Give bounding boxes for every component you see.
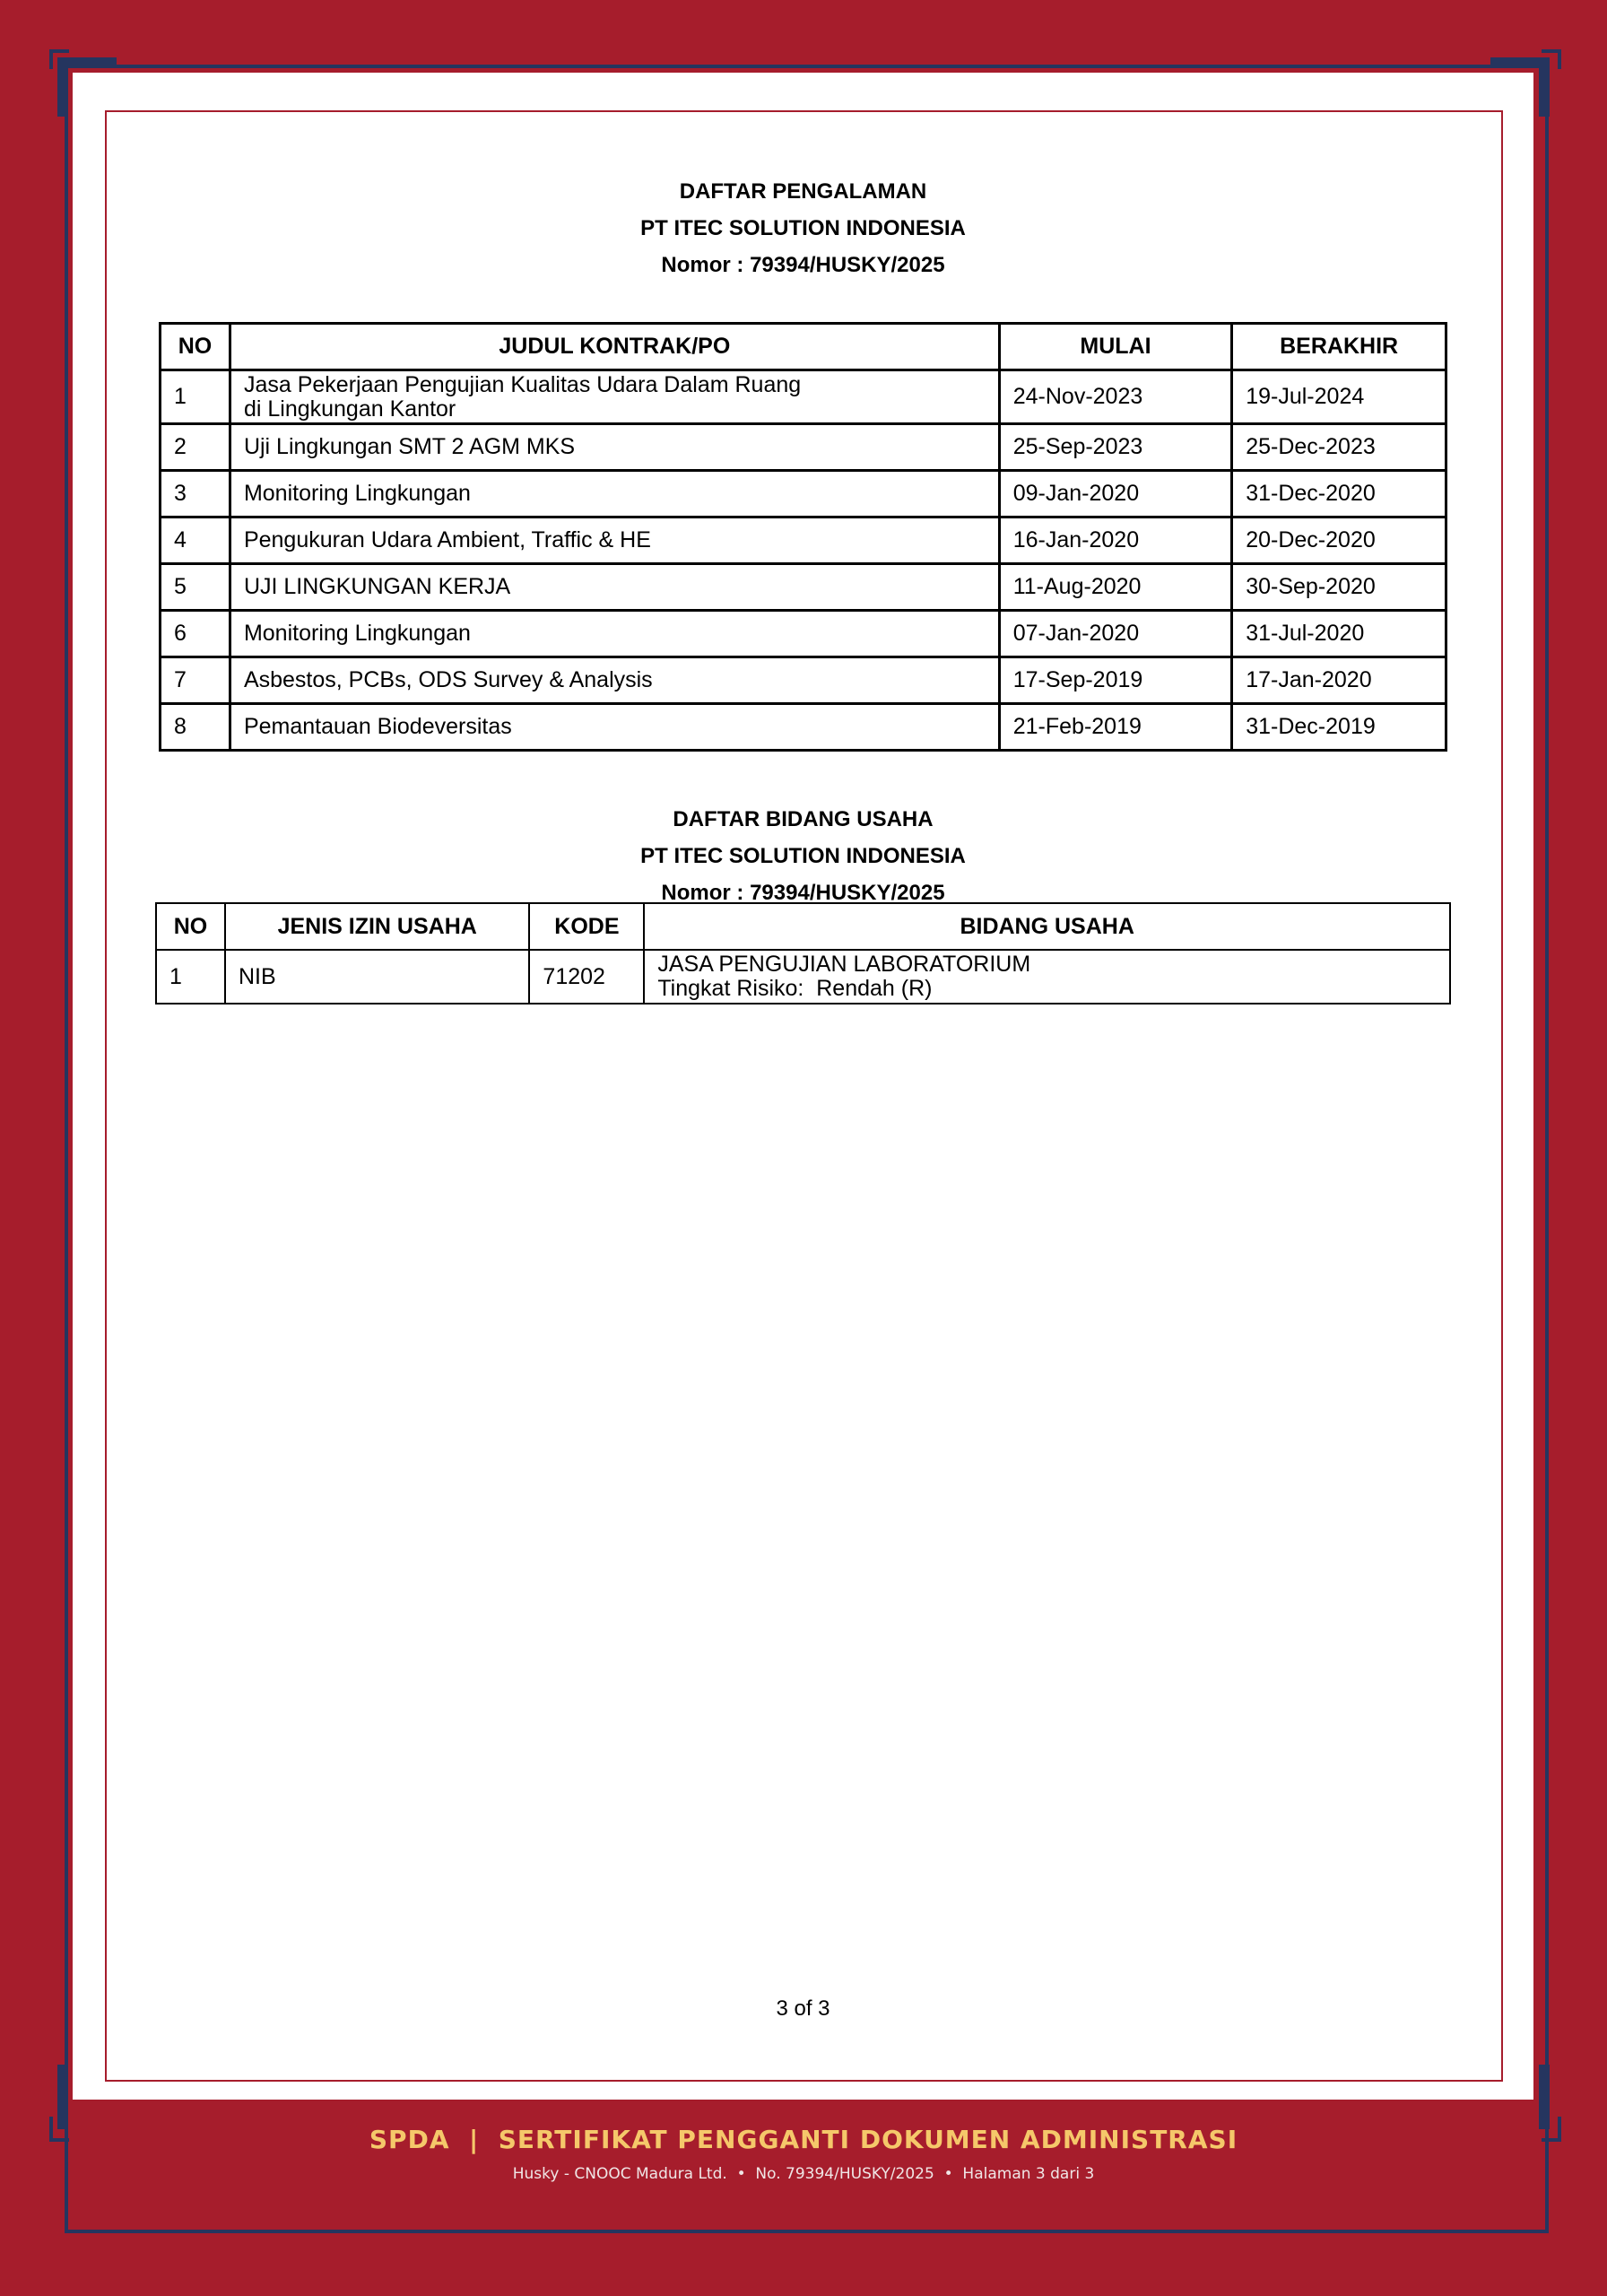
- header-no: NO: [161, 324, 230, 370]
- business-title: DAFTAR BIDANG USAHA: [673, 807, 934, 831]
- row-start: 24-Nov-2023: [999, 370, 1231, 424]
- corner-bar: [1539, 2065, 1550, 2129]
- row-no: 5: [161, 564, 230, 611]
- experience-table: [159, 322, 1447, 752]
- document-page: [73, 73, 1533, 2100]
- footer-title: SPDA | SERTIFIKAT PENGGANTI DOKUMEN ADMINISTRASI: [369, 2125, 1238, 2154]
- header-permit-type: JENIS IZIN USAHA: [225, 903, 529, 950]
- footer-subtitle: Husky - CNOOC Madura Ltd. • No. 79394/HUSKY/2025 • Halaman 3 dari 3: [512, 2165, 1095, 2183]
- business-company: PT ITEC SOLUTION INDONESIA: [640, 844, 966, 868]
- table-row: [161, 471, 1446, 517]
- table-row: [161, 611, 1446, 657]
- row-title-line: Jasa Pekerjaan Pengujian Kualitas Udara Dalam Ruang: [243, 371, 802, 397]
- row-end: 20-Dec-2020: [1232, 517, 1446, 564]
- row-start: 16-Jan-2020: [999, 517, 1231, 564]
- row-end: 31-Jul-2020: [1232, 611, 1446, 657]
- table-row: [161, 657, 1446, 704]
- row-permit-type: NIB: [225, 950, 529, 1004]
- experience-number: Nomor : 79394/HUSKY/2025: [661, 253, 945, 277]
- table-row: [161, 424, 1446, 471]
- table-row: [161, 517, 1446, 564]
- risk-level: Tingkat Risiko: Rendah (R): [657, 976, 933, 1001]
- row-end: 31-Dec-2019: [1232, 704, 1446, 751]
- header-start: MULAI: [999, 324, 1231, 370]
- row-title: Uji Lingkungan SMT 2 AGM MKS: [230, 424, 999, 471]
- row-end: 31-Dec-2020: [1232, 471, 1446, 517]
- row-title: Asbestos, PCBs, ODS Survey & Analysis: [230, 657, 999, 704]
- header-end: BERAKHIR: [1232, 324, 1446, 370]
- corner-bar: [57, 57, 68, 117]
- business-table: [155, 902, 1451, 1004]
- table-row: [161, 704, 1446, 751]
- row-start: 09-Jan-2020: [999, 471, 1231, 517]
- business-heading: [73, 801, 1533, 911]
- header-title: JUDUL KONTRAK/PO: [230, 324, 999, 370]
- row-start: 07-Jan-2020: [999, 611, 1231, 657]
- experience-company: PT ITEC SOLUTION INDONESIA: [640, 216, 966, 240]
- row-no: 4: [161, 517, 230, 564]
- row-start: 25-Sep-2023: [999, 424, 1231, 471]
- row-start: 17-Sep-2019: [999, 657, 1231, 704]
- row-business-field: [644, 950, 1450, 1004]
- header-no: NO: [156, 903, 225, 950]
- row-no: 8: [161, 704, 230, 751]
- row-title: Pengukuran Udara Ambient, Traffic & HE: [230, 517, 999, 564]
- field-line: JASA PENGUJIAN LABORATORIUM: [657, 952, 1031, 977]
- table-header-row: [161, 324, 1446, 370]
- row-end: 30-Sep-2020: [1232, 564, 1446, 611]
- row-end: 17-Jan-2020: [1232, 657, 1446, 704]
- row-title: Pemantauan Biodeversitas: [230, 704, 999, 751]
- row-title: [230, 370, 999, 424]
- header-code: KODE: [529, 903, 644, 950]
- experience-title: DAFTAR PENGALAMAN: [679, 179, 927, 204]
- row-no: 6: [161, 611, 230, 657]
- experience-heading: [73, 173, 1533, 283]
- corner-bar: [1539, 57, 1550, 117]
- row-title-line: di Lingkungan Kantor: [243, 396, 456, 422]
- row-title: UJI LINGKUNGAN KERJA: [230, 564, 999, 611]
- business-number: Nomor : 79394/HUSKY/2025: [661, 881, 945, 905]
- row-start: 21-Feb-2019: [999, 704, 1231, 751]
- row-start: 11-Aug-2020: [999, 564, 1231, 611]
- row-title: Monitoring Lingkungan: [230, 611, 999, 657]
- corner-bar: [57, 2065, 68, 2129]
- table-row: [161, 564, 1446, 611]
- row-title: Monitoring Lingkungan: [230, 471, 999, 517]
- page-number: 3 of 3: [776, 1996, 830, 2021]
- row-no: 7: [161, 657, 230, 704]
- table-row: [156, 950, 1450, 1004]
- row-code: 71202: [529, 950, 644, 1004]
- row-no: 1: [156, 950, 225, 1004]
- row-no: 1: [161, 370, 230, 424]
- table-row: [161, 370, 1446, 424]
- table-header-row: [156, 903, 1450, 950]
- row-end: 19-Jul-2024: [1232, 370, 1446, 424]
- header-business-field: BIDANG USAHA: [644, 903, 1450, 950]
- row-no: 3: [161, 471, 230, 517]
- footer: [0, 2122, 1607, 2183]
- row-no: 2: [161, 424, 230, 471]
- row-end: 25-Dec-2023: [1232, 424, 1446, 471]
